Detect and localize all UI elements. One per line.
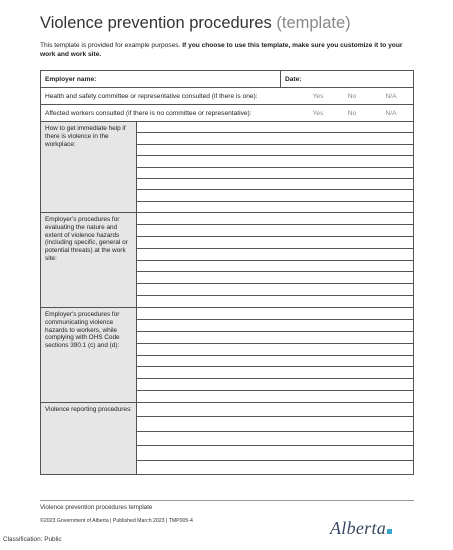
answer-line[interactable]	[137, 417, 413, 431]
footer-doc-title: Violence prevention procedures template	[40, 504, 153, 511]
answer-line[interactable]	[137, 213, 413, 225]
answer-line[interactable]	[137, 332, 413, 344]
answer-lines[interactable]	[137, 403, 413, 474]
footer-divider	[40, 500, 414, 501]
answer-line[interactable]	[137, 379, 413, 391]
committee-no-option[interactable]: No	[347, 92, 357, 100]
section-label: Employer's procedures for evaluating the nature and extent of violence hazards (including specific, general or potential threats) at the work site:	[41, 213, 137, 307]
answer-line[interactable]	[137, 432, 413, 446]
workers-na-option[interactable]: N/A	[385, 109, 397, 117]
answer-line[interactable]	[137, 202, 413, 212]
answer-line[interactable]	[137, 249, 413, 261]
answer-line[interactable]	[137, 367, 413, 379]
date-field[interactable]	[281, 71, 413, 87]
answer-line[interactable]	[137, 344, 413, 356]
answer-line[interactable]	[137, 122, 413, 133]
intro-bold: If you choose to use this template, make sure you customize it to your work and work site.	[40, 42, 403, 58]
committee-consulted-row	[40, 87, 414, 104]
committee-consulted-label: Health and safety committee or representative consulted (if there is one):	[45, 92, 258, 100]
answer-line[interactable]	[137, 145, 413, 156]
committee-yes-option[interactable]: Yes	[312, 92, 324, 100]
date-label: Date:	[285, 75, 302, 83]
workers-yes-option[interactable]: Yes	[312, 109, 324, 117]
employer-date-row	[40, 70, 414, 87]
workers-consulted-row	[40, 104, 414, 121]
answer-line[interactable]	[137, 133, 413, 144]
intro-plain: This template is provided for example purposes.	[40, 42, 183, 49]
section-communicating-hazards	[40, 307, 414, 402]
answer-line[interactable]	[137, 391, 413, 402]
alberta-logo	[330, 518, 392, 539]
answer-line[interactable]	[137, 461, 413, 474]
employer-name-field[interactable]	[41, 71, 281, 87]
answer-line[interactable]	[137, 190, 413, 201]
answer-lines[interactable]	[137, 122, 413, 212]
answer-line[interactable]	[137, 403, 413, 417]
section-immediate-help	[40, 121, 414, 212]
alberta-logo-text: Alberta	[330, 518, 387, 538]
answer-line[interactable]	[137, 237, 413, 249]
page-title	[40, 14, 351, 33]
intro-text	[40, 42, 412, 59]
answer-line[interactable]	[137, 308, 413, 320]
answer-line[interactable]	[137, 446, 413, 460]
answer-line[interactable]	[137, 156, 413, 167]
section-evaluating-hazards	[40, 212, 414, 307]
footer-meta: ©2023 Government of Alberta | Published March 2023 | TMP005-4	[40, 518, 193, 524]
section-label: Violence reporting procedures:	[41, 403, 137, 474]
committee-na-option[interactable]: N/A	[385, 92, 397, 100]
answer-line[interactable]	[137, 179, 413, 190]
workers-no-option[interactable]: No	[347, 109, 357, 117]
classification-label: Classification: Public	[3, 536, 62, 543]
answer-line[interactable]	[137, 296, 413, 307]
title-suffix: (template)	[276, 14, 351, 32]
answer-lines[interactable]	[137, 308, 413, 402]
workers-consulted-label: Affected workers consulted (if there is no committee or representative):	[45, 109, 252, 117]
answer-line[interactable]	[137, 225, 413, 237]
answer-line[interactable]	[137, 261, 413, 273]
title-main: Violence prevention procedures	[40, 14, 272, 32]
logo-square-icon	[387, 529, 392, 534]
answer-line[interactable]	[137, 272, 413, 284]
answer-line[interactable]	[137, 356, 413, 368]
section-reporting-procedures	[40, 402, 414, 475]
section-label: Employer's procedures for communicating violence hazards to workers, while complying with OHS Code sections 390.1 (c) and (d):	[41, 308, 137, 402]
answer-line[interactable]	[137, 284, 413, 296]
answer-line[interactable]	[137, 168, 413, 179]
section-label: How to get immediate help if there is violence in the workplace:	[41, 122, 137, 212]
employer-name-label: Employer name:	[45, 75, 97, 83]
procedures-form	[40, 70, 414, 475]
answer-lines[interactable]	[137, 213, 413, 307]
answer-line[interactable]	[137, 320, 413, 332]
